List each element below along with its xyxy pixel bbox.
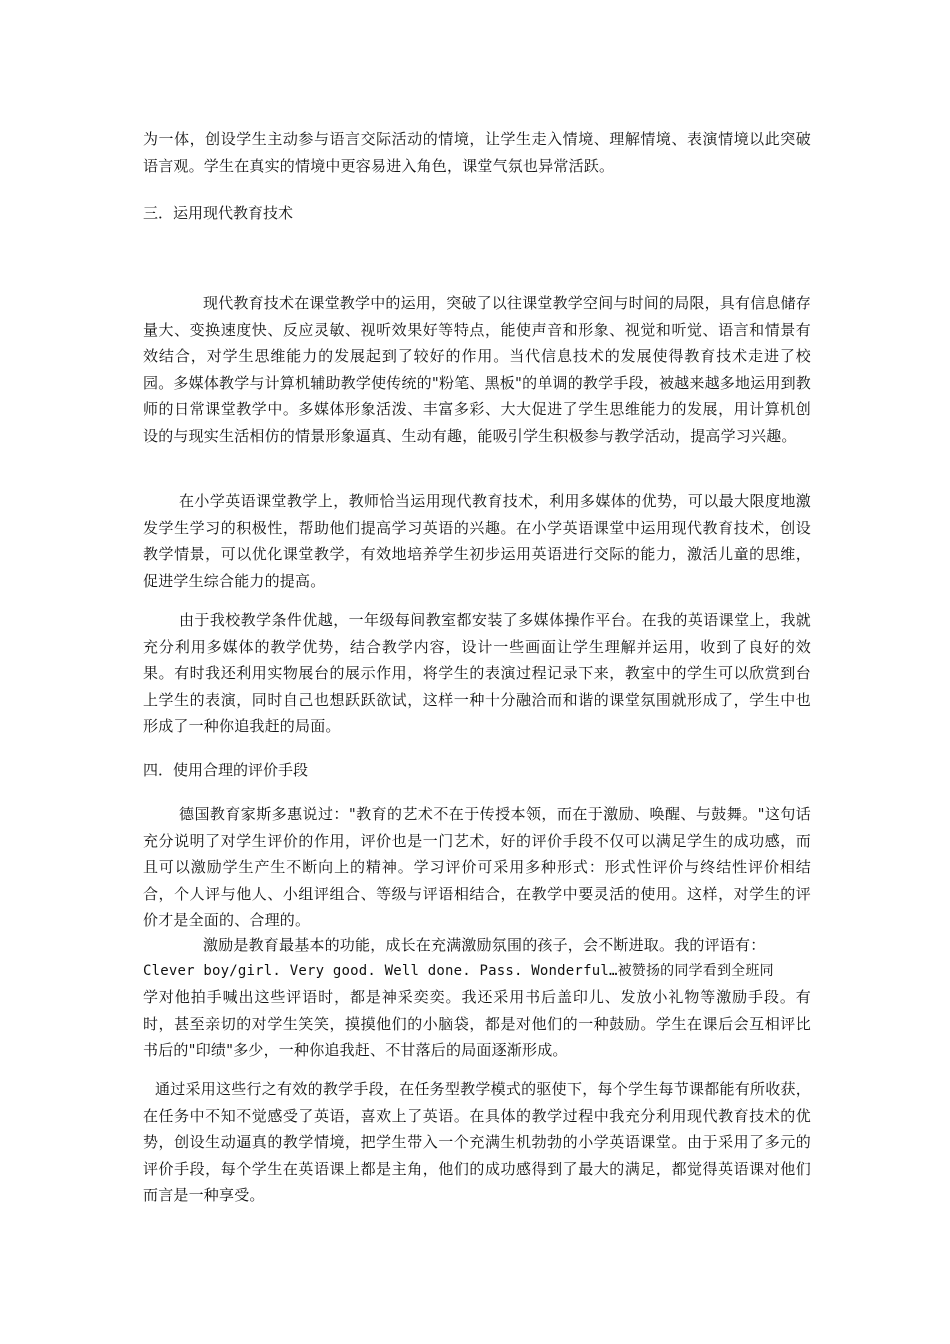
tech-paragraph-2: 在小学英语课堂教学上，教师恰当运用现代教育技术，利用多媒体的优势，可以最大限度地激发学生学习的积极性，帮助他们提高学习英语的兴趣。在小学英语课堂中运用现代教育技术，创设教学情景，可以优化课堂教学，有效地培养学生初步运用英语进行交际的能力，激活儿童的思维，促进学生综合能力的提高。	[143, 492, 811, 590]
conclusion-paragraph: 通过采用这些行之有效的教学手段，在任务型教学模式的驱使下，每个学生每节课都能有所收获，在任务中不知不觉感受了英语，喜欢上了英语。在具体的教学过程中我充分利用现代教育技术的优势，创设生动逼真的教学情境，把学生带入一个充满生机勃勃的小学英语课堂。由于采用了多元的评价手段，每个学生在英语课上都是主角，他们的成功感得到了最大的满足，都觉得英语课对他们而言是一种享受。	[143, 1080, 811, 1204]
tech-paragraph-1: 现代教育技术在课堂教学中的运用，突破了以往课堂教学空间与时间的局限，具有信息储存量大、变换速度快、反应灵敏、视听效果好等特点，能使声音和形象、视觉和听觉、语言和情景有效结合，对学生思维能力的发展起到了较好的作用。当代信息技术的发展使得教育技术走进了校园。多媒体教学与计算机辅助教学使传统的"粉笔、黑板"的单调的教学手段，被越来越多地运用到教师的日常课堂教学中。多媒体形象活泼、丰富多彩、大大促进了学生思维能力的发展，用计算机创设的与现实生活相仿的情景形象逼真、生动有趣，能吸引学生积极参与教学活动，提高学习兴趣。	[143, 294, 812, 445]
intro-paragraph: 为一体，创设学生主动参与语言交际活动的情境，让学生走入情境、理解情境、表演情境以此突破语言观。学生在真实的情境中更容易进入角色，课堂气氛也异常活跃。	[143, 130, 811, 175]
section-heading-3: 三．运用现代教育技术	[143, 204, 294, 222]
tech-paragraph-3: 由于我校教学条件优越，一年级每间教室都安装了多媒体操作平台。在我的英语课堂上，我就充分利用多媒体的教学优势，结合教学内容，设计一些画面让学生理解并运用，收到了良好的效果。有时我还利用实物展台的展示作用，将学生的表演过程记录下来，教室中的学生可以欣赏到台上学生的表演，同时自己也想跃跃欲试，这样一种十分融洽而和谐的课堂氛围就形成了，学生中也形成了一种你追我赶的局面。	[143, 611, 811, 735]
section-heading-4: 四．使用合理的评价手段	[143, 761, 309, 779]
evaluation-paragraph-2-line-2: Clever boy/girl. Very good. Well done. Pass. Wonderful…被赞扬的同学看到全班同	[143, 963, 774, 979]
evaluation-paragraph-2-line-1: 激励是教育最基本的功能，成长在充满激励氛围的孩子，会不断进取。我的评语有：	[203, 936, 766, 954]
evaluation-paragraph-2-rest: 学对他拍手喊出这些评语时，都是神采奕奕。我还采用书后盖印儿、发放小礼物等激励手段。有时，甚至亲切的对学生笑笑，摸摸他们的小脑袋，都是对他们的一种鼓励。学生在课后会互相评比书后的"印绩"多少，一种你追我赶、不甘落后的局面逐渐形成。	[143, 988, 811, 1059]
evaluation-paragraph-1: 德国教育家斯多惠说过："教育的艺术不在于传授本领，而在于激励、唤醒、与鼓舞。"这句话充分说明了对学生评价的作用，评价也是一门艺术，好的评价手段不仅可以满足学生的成功感，而且可以激励学生产生不断向上的精神。学习评价可采用多种形式：形式性评价与终结性评价相结合，个人评与他人、小组评组合、等级与评语相结合，在教学中要灵活的使用。这样，对学生的评价才是全面的、合理的。	[143, 805, 811, 929]
